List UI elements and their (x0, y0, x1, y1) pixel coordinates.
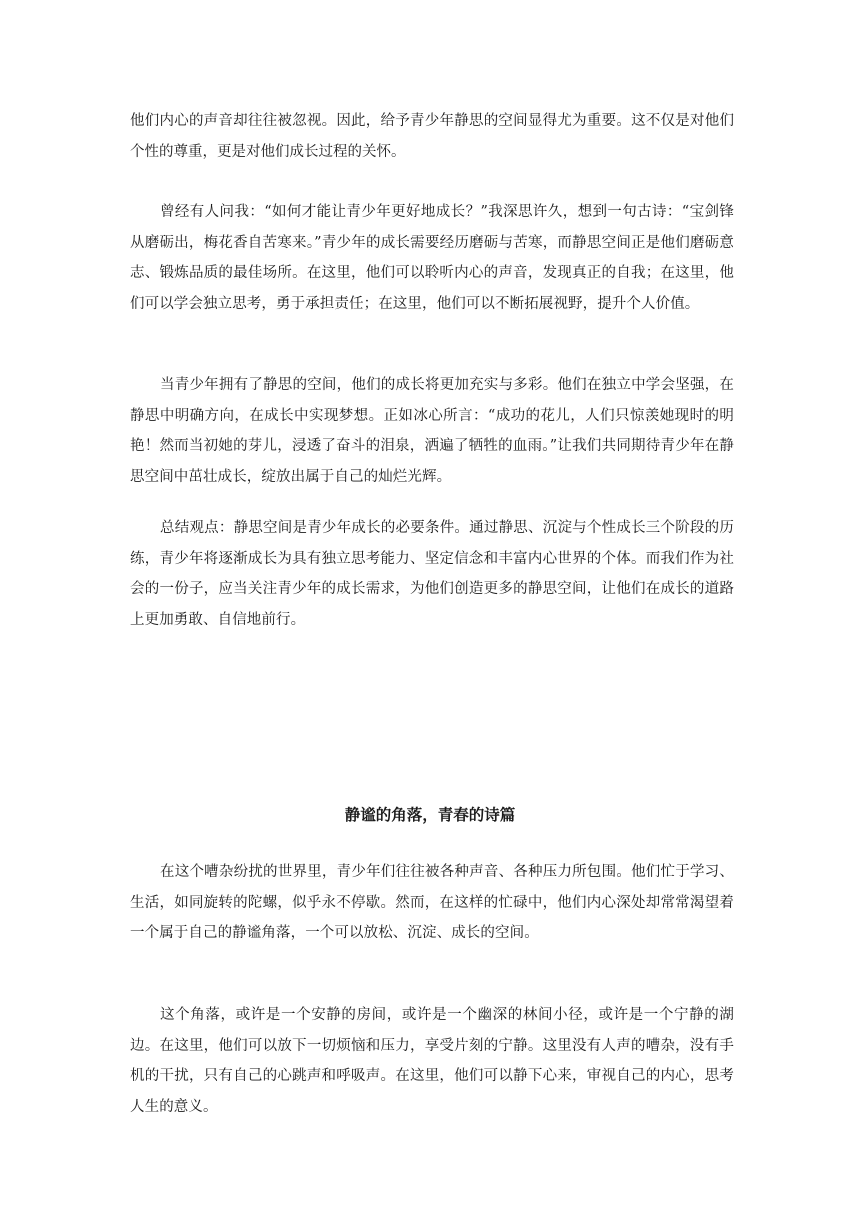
paragraph-question (130, 197, 734, 319)
paragraph-growth (130, 370, 734, 492)
paragraph-text: 当青少年拥有了静思的空间，他们的成长将更加充实与多彩。他们在独立中学会坚强，在静思中明确方向，在成长中实现梦想。正如冰心所言：“成功的花儿，人们只惊羡她现时的明艳！然而当初她的芽儿，浸透了奋斗的泪泉，洒遍了牺牲的血雨。”让我们共同期待青少年在静思空间中茁壮成长，绽放出属于自己的灿烂光辉。 (130, 377, 734, 485)
paragraph-corner (130, 1000, 734, 1122)
paragraph-text: 曾经有人问我：“如何才能让青少年更好地成长？”我深思许久，想到一句古诗：“宝剑锋从磨砺出，梅花香自苦寒来。”青少年的成长需要经历磨砺与苦寒，而静思空间正是他们磨砺意志、锻炼品质的最佳场所。在这里，他们可以聆听内心的声音，发现真正的自我；在这里，他们可以学会独立思考，勇于承担责任；在这里，他们可以不断拓展视野，提升个人价值。 (130, 204, 734, 312)
paragraph-text: 这个角落，或许是一个安静的房间，或许是一个幽深的林间小径，或许是一个宁静的湖边。在这里，他们可以放下一切烦恼和压力，享受片刻的宁静。这里没有人声的嘈杂，没有手机的干扰，只有自己的心跳声和呼吸声。在这里，他们可以静下心来，审视自己的内心，思考人生的意义。 (130, 1007, 734, 1115)
paragraph-intro (130, 857, 734, 949)
paragraph-text: 总结观点：静思空间是青少年成长的必要条件。通过静思、沉淀与个性成长三个阶段的历练，青少年将逐渐成长为具有独立思考能力、坚定信念和丰富内心世界的个体。而我们作为社会的一份子，应当关注青少年的成长需求，为他们创造更多的静思空间，让他们在成长的道路上更加勇敢、自信地前行。 (130, 520, 734, 628)
section-title: 静谧的角落，青春的诗篇 (344, 805, 516, 824)
paragraph-text: 在这个嘈杂纷扰的世界里，青少年们往往被各种声音、各种压力所包围。他们忙于学习、生活，如同旋转的陀螺，似乎永不停歇。然而，在这样的忙碌中，他们内心深处却常常渴望着一个属于自己的静谧角落，一个可以放松、沉淀、成长的空间。 (130, 864, 734, 941)
paragraph-summary (130, 513, 734, 635)
paragraph-continuation: 他们内心的声音却往往被忽视。因此，给予青少年静思的空间显得尤为重要。这不仅是对他们个性的尊重，更是对他们成长过程的关怀。 (130, 113, 734, 160)
